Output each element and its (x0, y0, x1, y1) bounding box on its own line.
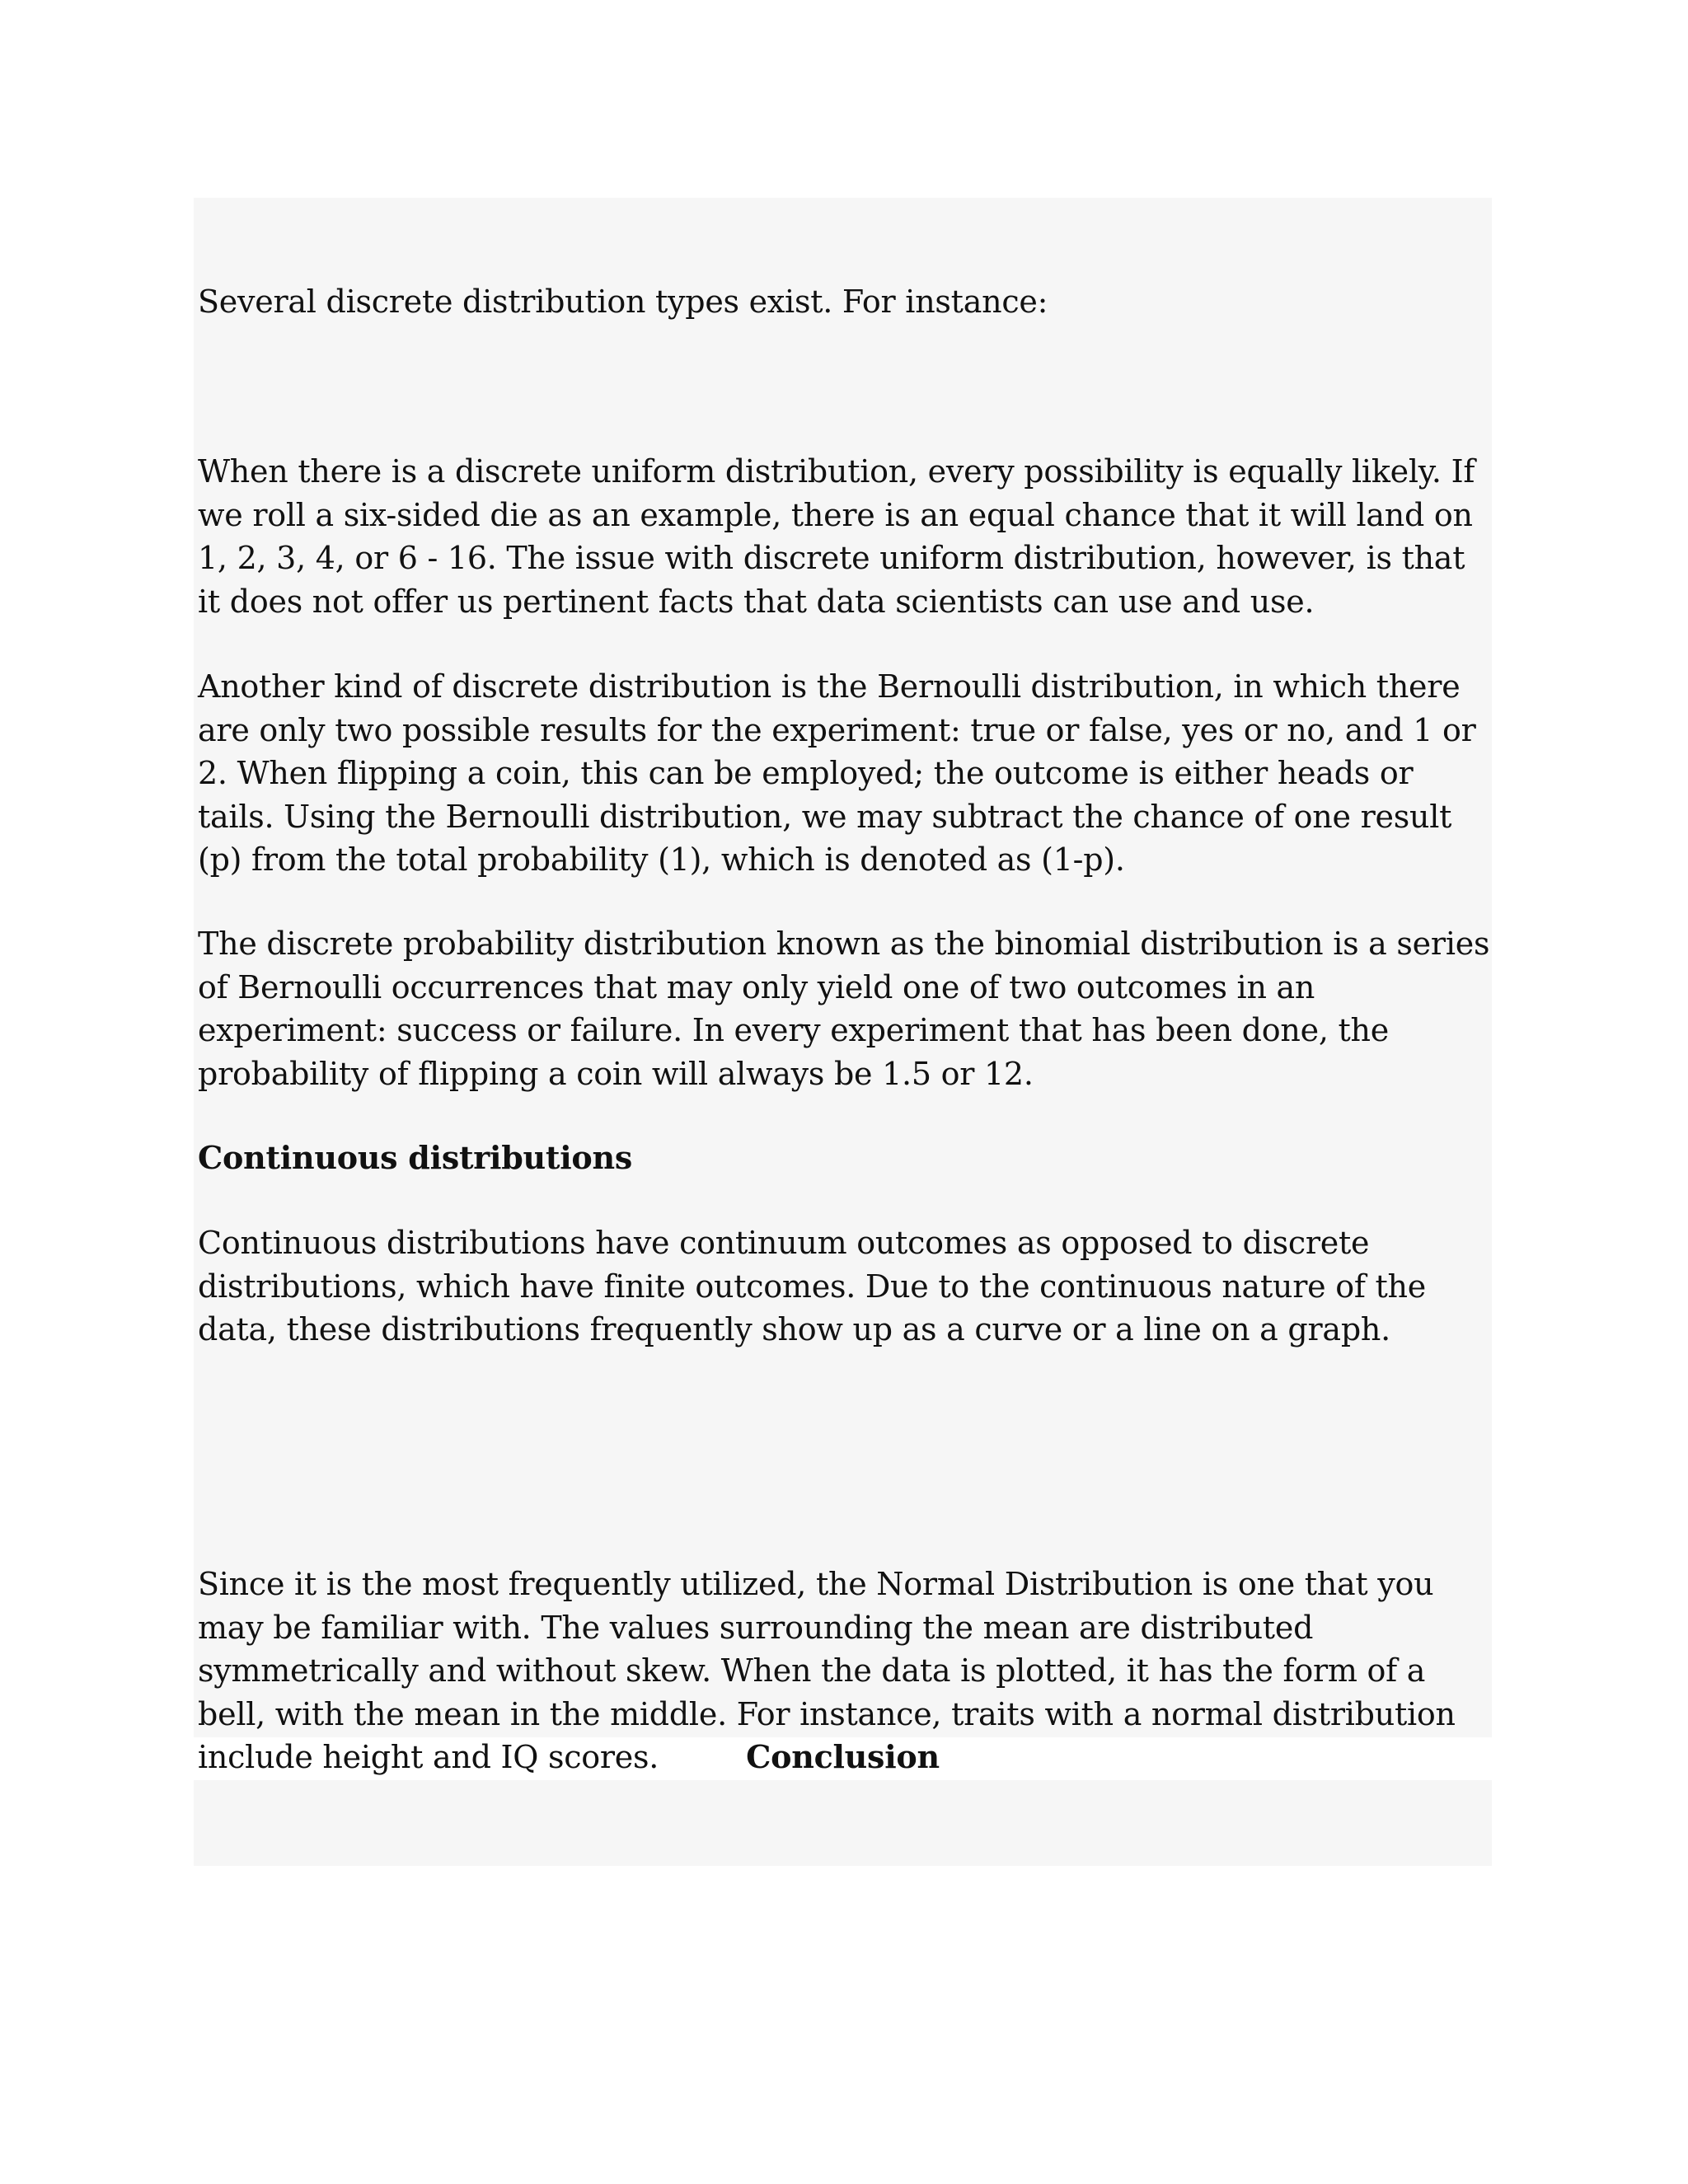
paragraph-discrete-uniform: When there is a discrete uniform distribution, every possibility is equally likely. If we roll a six-sided die as an example, there is an equal chance that it will land on 1, 2, 3, 4, or 6 - 16. The issue with discrete uniform distribution, however, is that it does not offer us pertinent facts that data scientists can use and use. (198, 453, 1475, 620)
paragraph-bernoulli: Another kind of discrete distribution is the Bernoulli distribution, in which there are only two possible results for the experiment: true or false, yes or no, and 1 or 2. When flipping a coin, this can be employed; the outcome is either heads or tails. Using the Bernoulli distribution, we may subtract the chance of one result (p) from the total probability (1), which is denoted as (1-p). (198, 668, 1476, 878)
heading-conclusion: Conclusion (746, 1738, 940, 1775)
paragraph-continuous: Continuous distributions have continuum outcomes as opposed to discrete distributions, which have finite outcomes. Due to the continuous nature of the data, these distributions frequently show up as a curve or a line on a graph. (198, 1225, 1426, 1347)
paragraph-normal-distribution: Since it is the most frequently utilized, the Normal Distribution is one that you may be familiar with. The values surrounding the mean are distributed symmetrically and without skew. When the data is plotted, it has the form of a bell, with the mean in the middle. For instance, traits with a normal distribution include height and IQ scores. (198, 1566, 1456, 1775)
paragraph-intro: Several discrete distribution types exist. For instance: (198, 284, 1048, 320)
conclusion-background-block (194, 1780, 1492, 1866)
paragraph-binomial: The discrete probability distribution known as the binomial distribution is a series of Bernoulli occurrences that may only yield one of two outcomes in an experiment: success or failure. In every experiment that has been done, the probability of flipping a coin will always be 1.5 or 12. (198, 926, 1490, 1092)
heading-continuous-distributions: Continuous distributions (198, 1139, 633, 1176)
